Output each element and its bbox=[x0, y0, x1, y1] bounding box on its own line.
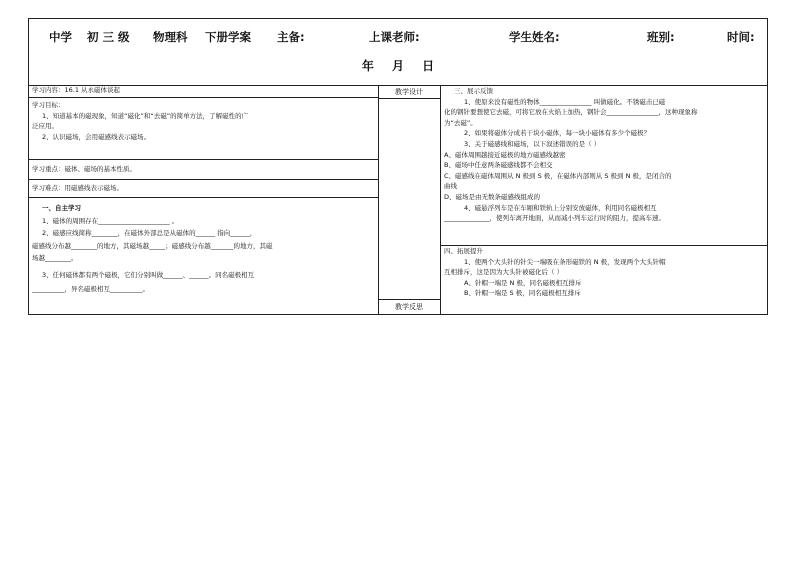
feedback-title: 三、展示反馈 bbox=[454, 87, 493, 95]
feedback-q1b: 化的钢针要想使它去磁，可将它放在火焰上加热，钢针会________________，这种现象称 bbox=[444, 108, 698, 117]
self-study-title: 一、自主学习 bbox=[42, 204, 81, 212]
key-text: 学习重点：磁体、磁场的基本性质。 bbox=[32, 165, 136, 173]
self-study-section bbox=[29, 198, 378, 315]
school-label: 中学 bbox=[49, 30, 72, 44]
time-label: 时间: bbox=[727, 30, 755, 44]
student-label: 学生姓名: bbox=[509, 30, 560, 44]
key-row bbox=[29, 160, 378, 180]
content-row bbox=[29, 85, 378, 98]
class-label: 班别: bbox=[647, 30, 675, 44]
question-1: 1、磁体的周围存在______________________ 。 bbox=[42, 216, 179, 225]
difficult-row bbox=[29, 180, 378, 198]
header bbox=[29, 19, 767, 86]
preparer-label: 主备: bbox=[277, 30, 305, 44]
question-2c: 场越________。 bbox=[32, 254, 78, 263]
extension-option-b: B、针帽一端是 S 极，同名磁极相互排斥 bbox=[464, 289, 581, 298]
content-text: 学习内容：16.1 从永磁体谈起 bbox=[32, 86, 121, 94]
feedback-q2: 2、如果将磁体分成若干块小磁体，每一块小磁体有多少个磁极？ bbox=[464, 129, 651, 138]
extension-q1a: 1、使两个大头针的针尖一端吸在条形磁铁的 N 极，发现两个大头针帽 bbox=[464, 257, 666, 266]
feedback-q3: 3、关于磁感线和磁场，以下叙述错误的是（ ） bbox=[464, 139, 601, 148]
feedback-q3-option-d: D、磁场是由无数条磁感线组成的 bbox=[444, 192, 541, 201]
reflect-divider bbox=[378, 299, 440, 300]
grade-label: 初 三 级 bbox=[87, 30, 130, 44]
goal-2: 2、认识磁场，会用磁感线表示磁场。 bbox=[42, 132, 151, 141]
teacher-label: 上课老师: bbox=[369, 30, 420, 44]
feedback-q3-option-a: A、磁体周围越接近磁极的地方磁感线越密 bbox=[444, 150, 566, 159]
difficult-text: 学习难点：用磁感线表示磁场。 bbox=[32, 184, 123, 192]
extension-q1b: 互相排斥，这是因为大头针被磁化后（ ） bbox=[444, 268, 564, 277]
left-column bbox=[29, 85, 379, 314]
header-info-line bbox=[29, 29, 767, 49]
extension-title: 四、拓展提升 bbox=[444, 247, 483, 255]
question-2b: 磁感线分布越________的地方，其磁场越_____；磁感线分布越_______的地方，其磁 bbox=[32, 241, 273, 250]
subject-label: 物理科 bbox=[153, 30, 188, 44]
date-line: 年 月 日 bbox=[361, 59, 435, 73]
extension-option-a: A、针帽一端是 N 极，同名磁极相互排斥 bbox=[464, 278, 582, 287]
question-2a: 2、磁感应线简称________，在磁体外部总是从磁体的______ 指向______， bbox=[42, 229, 257, 238]
book-label: 下册学案 bbox=[205, 30, 251, 44]
extension-section bbox=[444, 246, 764, 299]
feedback-q4b: ______________，使列车离开地面，从而减小列车运行时的阻力，提高车速。 bbox=[444, 214, 665, 223]
mid-column bbox=[378, 85, 441, 314]
question-3a: 3、任何磁体都有两个磁极，它们分别叫做______、______。同名磁极相互 bbox=[42, 270, 255, 279]
goal-1a: 1、知道基本的磁现象，知道“磁化”和“去磁”的简单方法，了解磁性的广 bbox=[42, 111, 249, 120]
feedback-q3-option-c1: C、磁感线在磁体周围从 N 极到 S 极，在磁体内部则从 S 极到 N 极，是闭合的 bbox=[444, 171, 672, 180]
design-divider bbox=[378, 98, 440, 99]
question-3b: __________，异名磁极相互__________。 bbox=[32, 284, 149, 293]
goal-1b: 泛应用。 bbox=[32, 122, 58, 131]
feedback-q4a: 4、磁悬浮列车是在车厢和铁轨上分别安放磁体，利用同名磁极相互 bbox=[464, 203, 657, 212]
feedback-q3-option-c2: 曲线 bbox=[444, 182, 457, 191]
goals-title: 学习目标： bbox=[32, 101, 65, 109]
right-column bbox=[441, 85, 767, 314]
worksheet bbox=[28, 18, 768, 315]
feedback-section bbox=[444, 86, 764, 224]
feedback-q3-option-b: B、磁场中任意两条磁感线都不会相交 bbox=[444, 161, 553, 170]
goals-row bbox=[29, 98, 378, 160]
feedback-q1a: 1、使原来没有磁性的物体________________ 叫做磁化。不锈磁击已磁 bbox=[464, 97, 666, 106]
reflect-label: 教学反思 bbox=[395, 303, 423, 311]
design-label: 教学设计 bbox=[395, 88, 423, 96]
feedback-q1c: 为“去磁”。 bbox=[444, 118, 477, 127]
